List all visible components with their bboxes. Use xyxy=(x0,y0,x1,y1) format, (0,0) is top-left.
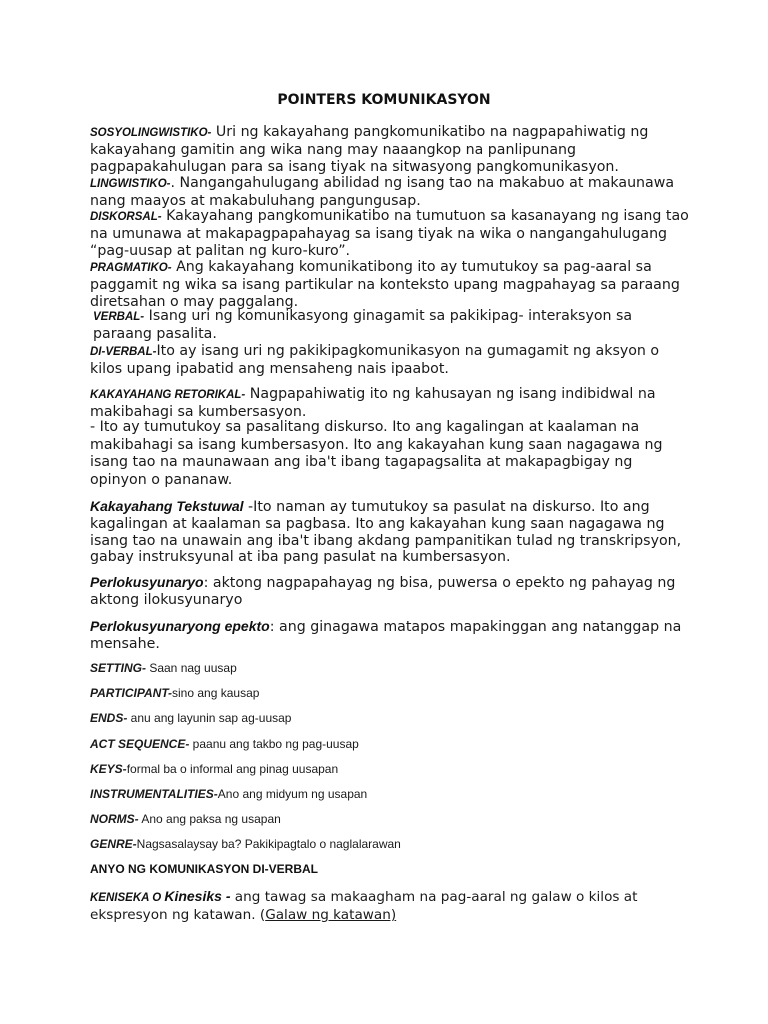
retorikal-extra: - Ito ay tumutukoy sa pasalitang diskurso. Ito ang kagalingan at kaalaman na makibahagi sa isang kumbersasyon. Ito ang kakayahan kung saan nagagawa ng isang tao na maunawaan ang iba't ibang tagapagsalita at makapagbigay ng opinyon o pananaw. xyxy=(90,419,663,488)
definition-text: Kakayahang pangkomunikatibo na tumutuon sa kasanayang ng isang tao na umunawa at makapagpapahayag sa isang tiyak na wika o nangangahulugang “pag-uusap at palitan ng kuro-kuro”. xyxy=(90,208,689,259)
term: Kakayahang Tekstuwal xyxy=(90,498,244,514)
definition-text: : ang ginagawa matapos mapakinggan ang natanggap na mensahe. xyxy=(90,619,682,652)
term: PARTICIPANT- xyxy=(90,686,173,700)
term: KAKAYAHANG RETORIKAL- xyxy=(90,389,246,401)
term: Perlokusyunaryo xyxy=(90,574,204,590)
definition-pragmatiko xyxy=(90,259,690,310)
speaking-item-setting: SETTING- Saan nag uusap xyxy=(90,661,237,675)
term: PRAGMATIKO- xyxy=(90,262,172,274)
speaking-item-instrumentalities: INSTRUMENTALITIES-Ano ang midyum ng usapan xyxy=(90,787,368,801)
definition-diskorsal xyxy=(90,208,690,259)
definition-text: Nagpapahiwatig ito ng kahusayan ng isang indibidwal na makibahagi sa kumbersasyon. xyxy=(90,386,656,420)
speaking-item-norms: NORMS- Ano ang paksa ng usapan xyxy=(90,812,281,826)
definition-text: -Ito naman ay tumutukoy sa pasulat na diskurso. Ito ang kagalingan at kaalaman sa pagbasa. Ito ang kakayahan kung saan nagagawa ng isang tao na unawain ang iba't ibang akdang pampanitikan tulad ng transkripsyon, gabay instruksyunal at iba pang pasulat na kumbersasyon. xyxy=(90,499,682,566)
term: KEYS- xyxy=(90,762,127,776)
underlined-text: Galaw ng katawan) xyxy=(265,906,397,923)
term: ACT SEQUENCE- xyxy=(90,737,190,751)
term: INSTRUMENTALITIES- xyxy=(90,787,218,801)
definition-keniseka xyxy=(90,888,690,924)
definition-text: . Nangangahulugang abilidad ng isang tao na makabuo at makaunawa nang maayos at makabuluhang pangungusap. xyxy=(90,175,675,209)
speaking-item-ends: ENDS- anu ang layunin sap ag-uusap xyxy=(90,711,292,725)
definition-text: ang tawag sa makaagham na pag-aaral ng galaw o kilos at ekspresyon ng katawan. ( xyxy=(90,889,638,923)
definition-text: Ito ay isang uri ng pakikipagkomunikasyon na gumagamit ng aksyon o kilos upang ipabatid ang mensaheng nais ipaabot. xyxy=(90,343,660,377)
term: LINGWISTIKO- xyxy=(90,178,171,190)
speaking-item-act-sequence: ACT SEQUENCE- paanu ang takbo ng pag-uusap xyxy=(90,737,359,751)
definition-sosyolingwistiko xyxy=(90,124,690,175)
definition-text: Isang uri ng komunikasyong ginagamit sa pakikipag- interaksyon sa paraang pasalita. xyxy=(93,308,633,342)
definition-di-verbal xyxy=(90,343,690,378)
term: KENISEKA O xyxy=(90,892,165,904)
term: Kinesiks - xyxy=(164,888,231,904)
definition-text: Uri ng kakayahang pangkomunikatibo na nagpapahiwatig ng kakayahang gamitin ang wika nang may naaangkop na panlipunang pagpapakahulugan para sa isang tiyak na sitwasyong pangkomunikasyon. xyxy=(90,124,649,175)
definition-perlokusyunaryong-epekto xyxy=(90,618,690,653)
term: Perlokusyunaryong epekto xyxy=(90,618,270,634)
term: SOSYOLINGWISTIKO- xyxy=(90,127,212,139)
term: ENDS- xyxy=(90,711,128,725)
speaking-item-keys: KEYS-formal ba o informal ang pinag uusapan xyxy=(90,762,339,776)
term: VERBAL- xyxy=(93,311,145,323)
definition-text: : aktong nagpapahayag ng bisa, puwersa o epekto ng pahayag ng aktong ilokusyunaryo xyxy=(90,575,676,608)
term: SETTING- xyxy=(90,661,146,675)
speaking-item-genre: GENRE-Nagsasalaysay ba? Pakikipagtalo o naglalarawan xyxy=(90,837,401,851)
definition-verbal xyxy=(93,308,693,343)
definition-perlokusyunaryo xyxy=(90,574,690,609)
term: NORMS- xyxy=(90,812,139,826)
definition-tekstuwal xyxy=(90,498,690,566)
definition-lingwistiko xyxy=(90,175,690,210)
definition-retorikal xyxy=(90,386,690,421)
term: GENRE- xyxy=(90,837,137,851)
term: DI-VERBAL- xyxy=(90,346,157,358)
section-heading: ANYO NG KOMUNIKASYON DI-VERBAL xyxy=(90,862,319,876)
speaking-item-participant: PARTICIPANT-sino ang kausap xyxy=(90,686,260,700)
page-title: POINTERS KOMUNIKASYON xyxy=(277,92,491,108)
definition-text: Ang kakayahang komunikatibong ito ay tumutukoy sa pag-aaral sa paggamit ng wika sa isang partikular na konteksto upang magpahayag sa paraang diretsahan o may paggalang. xyxy=(90,259,680,310)
term: DISKORSAL- xyxy=(90,211,162,223)
